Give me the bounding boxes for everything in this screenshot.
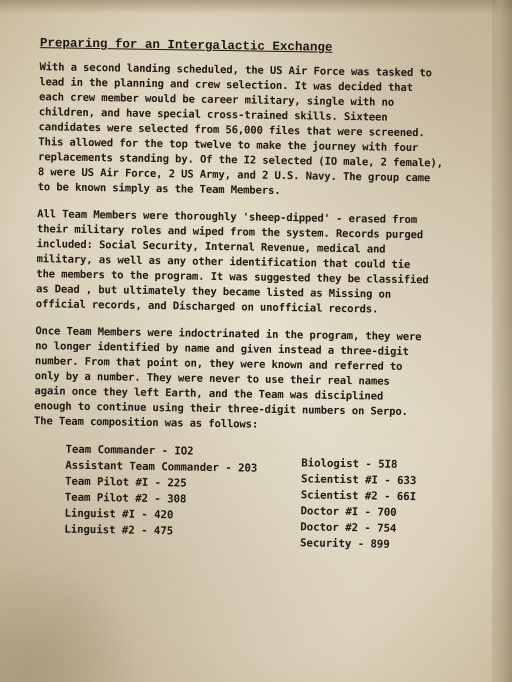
paragraph-crew-selection: With a second landing scheduled, the US Air Force was tasked to lead in the planning and crew selection. It was decided that each crew member would be career military, single with no children, and have special cross-trained skills. Sixteen candidates were selected from 56,000 files that were screened. This allowed for the top twelve to make the journey with four replacements standing by. Of the I2 selected (IO male, 2 female), 8 were US Air Force, 2 US Army, and 2 U.S. Navy. The group came to be known simply as the Team Members. <box>37 61 443 197</box>
roster-item: Team Pilot #2 - 308 <box>64 490 187 506</box>
roster-item: Scientist #I - 633 <box>300 472 417 488</box>
roster-column-left <box>64 442 257 541</box>
right-edge-fold <box>492 0 512 682</box>
document-title: Preparing for an Intergalactic Exchange <box>39 36 333 55</box>
paragraph-sheep-dipped: All Team Members were thoroughly 'sheep-dipped' - erased from their military roles and wiped from the system. Records purged included: Social Security, Internal Revenue, medical and military, as well as any other identification that could tie the members to the program. It was suggested they be classified as Dead , but ultimately they became listed as Missing on official records, and Discharged on unofficial records. <box>35 208 429 316</box>
roster-item: Linguist #I - 420 <box>64 506 174 522</box>
roster-column-right <box>300 455 417 553</box>
roster-item: Scientist #2 - 66I <box>300 488 417 504</box>
paper-stain <box>0 562 140 682</box>
roster-item: Biologist - 5I8 <box>301 456 398 471</box>
roster-item: Doctor #2 - 754 <box>300 520 397 535</box>
roster-item: Doctor #I - 700 <box>300 504 397 519</box>
paragraph-team-numbers: Once Team Members were indoctrinated in the program, they were no longer identified by name and given instead a three-digit number. From that point on, they were known and referred to only by a number. They were never to use their real names again once they left Earth, and the Team was disciplined enough to continue using their three-digit numbers on Serpo. The Team composition was as follows: <box>33 325 422 431</box>
roster-item: Assistant Team Commander - 203 <box>65 458 258 475</box>
roster-item: Team Commander - IO2 <box>65 442 194 458</box>
roster-item: Security - 899 <box>299 536 390 551</box>
document-body <box>22 36 480 558</box>
roster-item: Team Pilot #I - 225 <box>64 474 187 490</box>
team-roster <box>22 441 474 558</box>
roster-item: Linguist #2 - 475 <box>64 522 174 538</box>
top-edge-shadow <box>0 0 512 14</box>
